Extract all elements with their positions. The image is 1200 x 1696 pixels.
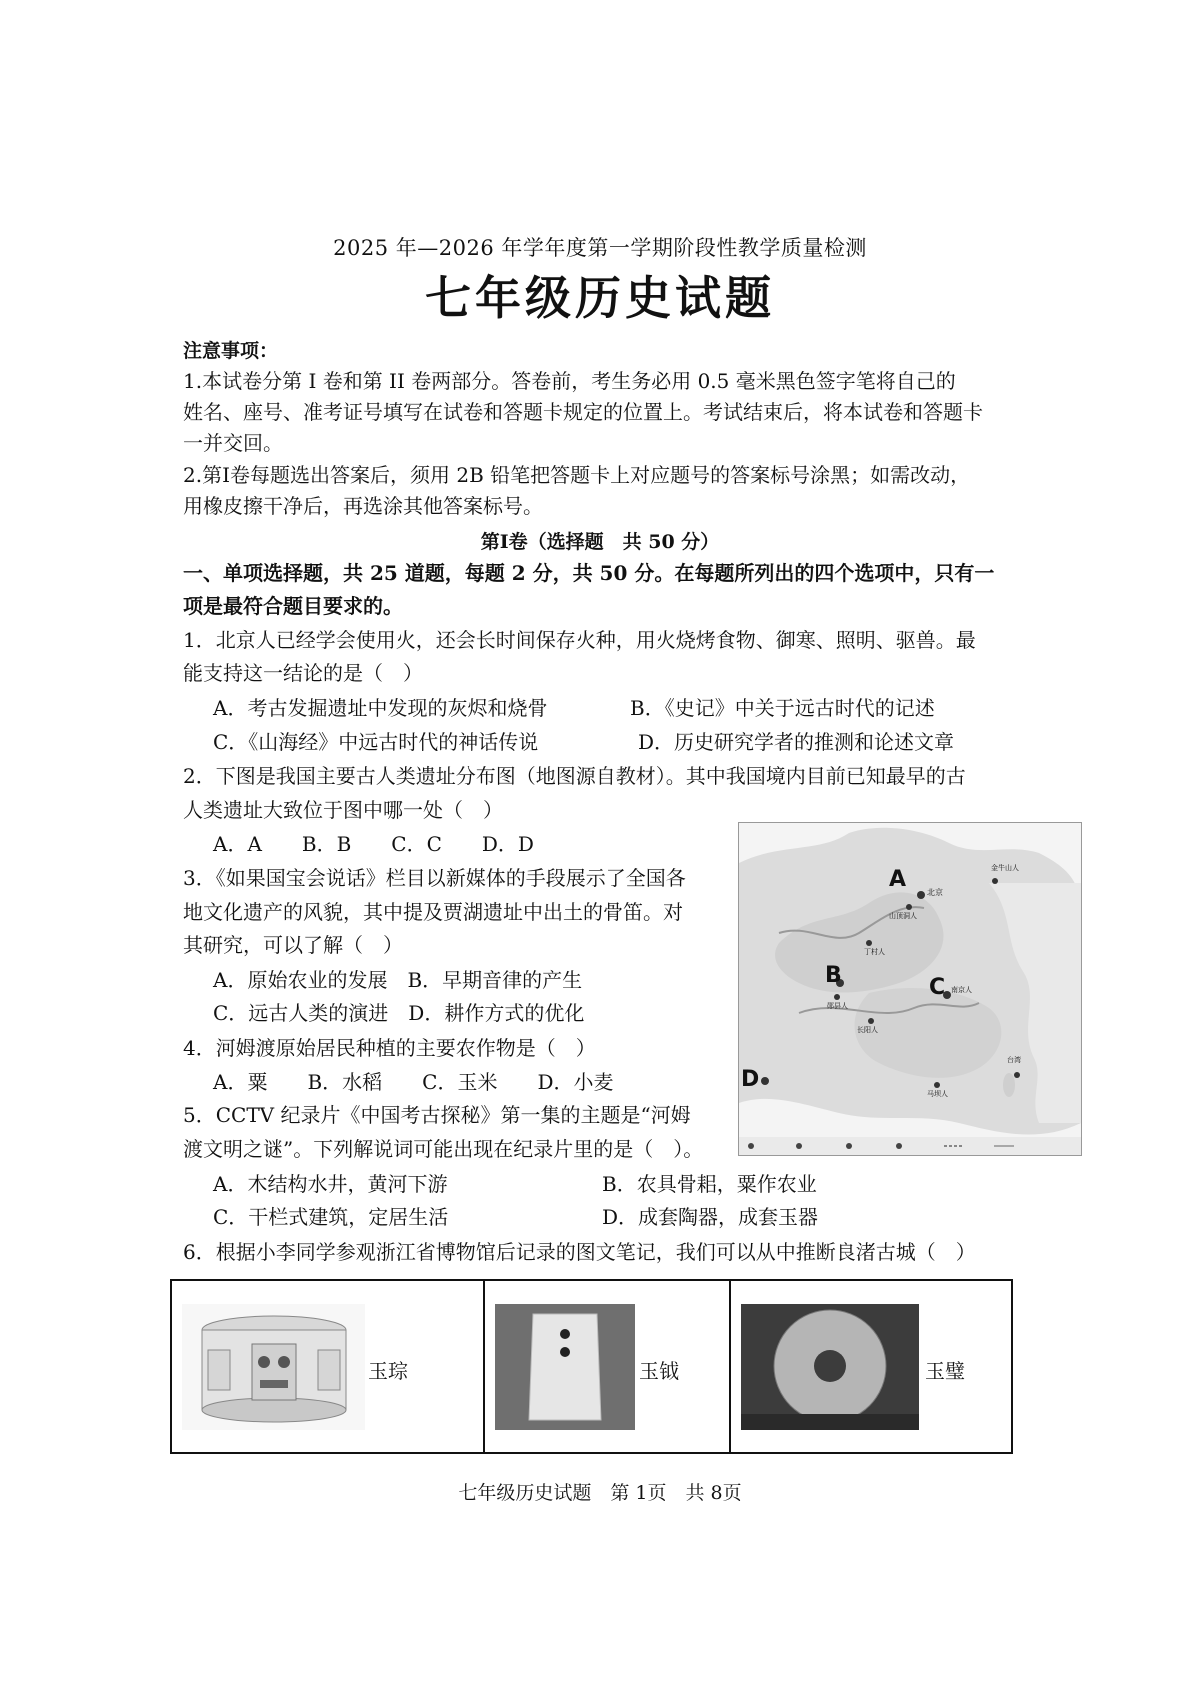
map-marker-d: D [741,1067,760,1092]
question-5-option-a: A．木结构水井，黄河下游 [213,1172,448,1196]
jade-yue-photo [495,1304,635,1430]
question-5-option-b: B．农具骨耜，粟作农业 [602,1172,817,1196]
jade-bi-label: 玉璧 [925,1359,965,1383]
section-instruction: 一、单项选择题，共 25 道题，每题 2 分，共 50 分。在每题所列出的四个选项中，只有一 [183,561,995,585]
map-site-label: 金牛山人 [991,864,1019,872]
jade-yue-label: 玉钺 [639,1359,679,1383]
question-4-options: A．粟 B．水稻 C．玉米 D．小麦 [213,1070,614,1094]
page-footer: 七年级历史试题 第 1页 共 8页 [458,1482,742,1504]
exam-subtitle: 2025 年—2026 年学年度第一学期阶段性教学质量检测 [333,236,867,260]
question-1-stem: 能支持这一结论的是（ ） [183,661,423,685]
figure-cell-cong [172,1281,483,1452]
map-site-label: 北京 [927,888,943,897]
question-3-stem: 3．《如果国宝会说话》栏目以新媒体的手段展示了全国各 [183,866,686,890]
question-2-stem: 人类遗址大致位于图中哪一处（ ） [183,798,503,822]
question-5-option-d: D．成套陶器，成套玉器 [602,1205,819,1229]
question-3-options: C．远古人类的演进 D．耕作方式的优化 [213,1001,585,1025]
question-1-option-b: B．《史记》中关于远古时代的记述 [630,696,935,720]
question-1-option-d: D．历史研究学者的推测和论述文章 [638,730,955,754]
jade-bi-photo [741,1304,919,1430]
question-1-option-a: A．考古发掘遗址中发现的灰烬和烧骨 [213,696,548,720]
map-site-label: 南京人 [951,986,972,994]
map-site-label: 郧县人 [827,1002,848,1010]
question-5-stem: 5．CCTV 纪录片《中国考古探秘》第一集的主题是“河姆 [183,1103,691,1127]
question-2-stem: 2．下图是我国主要古人类遗址分布图（地图源自教材）。其中我国境内目前已知最早的古 [183,764,966,788]
question-3-stem: 其研究，可以了解（ ） [183,933,403,957]
question-2-options: A．A B．B C．C D．D [213,832,534,856]
question-4-stem: 4．河姆渡原始居民种植的主要农作物是（ ） [183,1036,596,1060]
notes-heading: 注意事项： [183,340,279,362]
figure-cell-bi [729,1281,1011,1452]
exam-title: 七年级历史试题 [425,271,775,325]
jade-figure-table [170,1279,1013,1454]
map-site-label: 马坝人 [927,1090,948,1098]
question-3-options: A．原始农业的发展 B．早期音律的产生 [213,968,583,992]
question-6-stem: 6．根据小李同学参观浙江省博物馆后记录的图文笔记，我们可以从中推断良渚古城（ ） [183,1240,976,1264]
map-marker-b: B [825,963,842,988]
map-marker-a: A [889,867,907,892]
map-site-label: 长阳人 [857,1026,878,1034]
question-1-stem: 1．北京人已经学会使用火，还会长时间保存火种，用火烧烤食物、御寒、照明、驱兽。最 [183,628,976,652]
map-site-label: 丁村人 [864,948,885,956]
jade-cong-label: 玉琮 [368,1359,408,1383]
figure-cell-yue [483,1281,729,1452]
map-marker-c: C [929,975,946,1000]
notes-line: 一并交回。 [183,431,283,455]
section-title: 第Ⅰ卷（选择题 共 50 分） [480,531,720,553]
question-1-option-c: C．《山海经》中远古时代的神话传说 [213,730,539,754]
notes-line: 2.第Ⅰ卷每题选出答案后，须用 2B 铅笔把答题卡上对应题号的答案标号涂黑；如需改动， [183,463,971,487]
notes-line: 用橡皮擦干净后，再选涂其他答案标号。 [183,494,543,518]
question-3-stem: 地文化遗产的风貌，其中提及贾湖遗址中出土的骨笛。对 [183,900,683,924]
notes-line: 1.本试卷分第 I 卷和第 II 卷两部分。答卷前，考生务必用 0.5 毫米黑色签字笔将自己的 [183,369,956,393]
jade-cong-photo [182,1304,365,1430]
china-map-graphic [739,823,1081,1155]
section-instruction: 项是最符合题目要求的。 [183,594,403,618]
map-site-label: 山顶洞人 [889,912,917,920]
ancient-sites-map [738,822,1082,1156]
question-5-stem: 渡文明之谜”。下列解说词可能出现在纪录片里的是（ ）。 [183,1137,704,1161]
notes-line: 姓名、座号、准考证号填写在试卷和答题卡规定的位置上。考试结束后，将本试卷和答题卡 [183,400,983,424]
map-site-label: 台湾 [1007,1056,1021,1064]
question-5-option-c: C．干栏式建筑，定居生活 [213,1205,449,1229]
